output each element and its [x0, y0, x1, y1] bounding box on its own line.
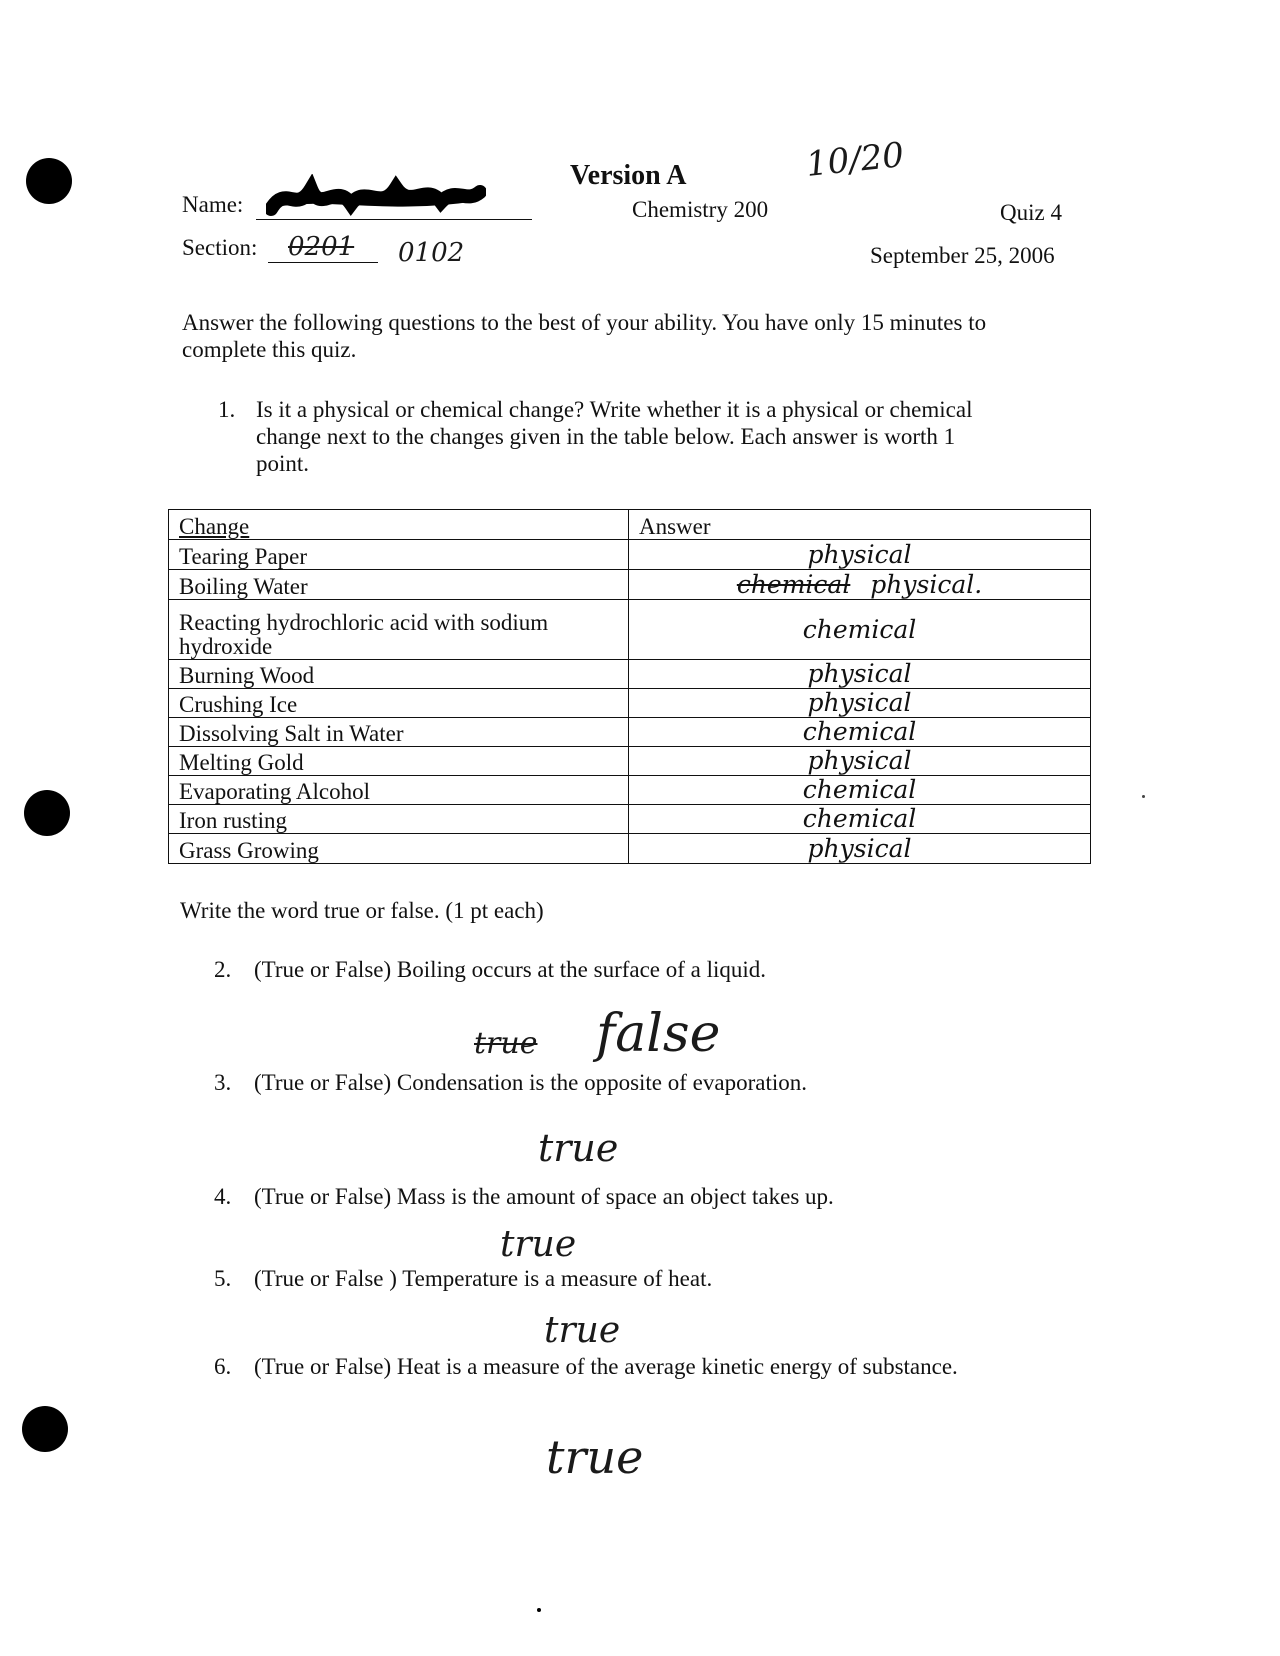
answer-cell: [629, 570, 1091, 600]
change-cell: Iron rusting: [169, 805, 629, 834]
section-struck-value: 0201: [288, 232, 355, 262]
change-cell: Crushing Ice: [169, 689, 629, 718]
course-name: Chemistry 200: [632, 197, 769, 222]
question-6: [214, 1354, 958, 1380]
answer-cell: physical: [629, 689, 1091, 718]
table-row: [169, 660, 1091, 689]
table-row: [169, 747, 1091, 776]
question-2-struck-answer: true: [474, 1026, 538, 1061]
question-text: (True or False) Heat is a measure of the average kinetic energy of substance.: [254, 1354, 958, 1379]
table-row: [169, 600, 1091, 660]
table-row: [169, 834, 1091, 864]
question-number: 5.: [214, 1266, 232, 1291]
question-4: [214, 1184, 834, 1210]
change-cell: Evaporating Alcohol: [169, 776, 629, 805]
answer-cell: physical: [629, 834, 1091, 864]
question-number: 4.: [214, 1184, 232, 1209]
question-text: (True or False) Mass is the amount of space an object takes up.: [254, 1184, 834, 1209]
true-false-instruction: Write the word true or false. (1 pt each): [180, 898, 544, 923]
column-header-change: Change: [169, 510, 629, 540]
question-1-line-2: change next to the changes given in the table below. Each answer is worth 1: [256, 424, 956, 449]
table-row: [169, 805, 1091, 834]
question-1-line-3: point.: [256, 451, 310, 476]
change-cell: Dissolving Salt in Water: [169, 718, 629, 747]
binder-hole-middle: [24, 790, 70, 836]
section-underline: [268, 262, 378, 263]
question-text: (True or False) Boiling occurs at the surface of a liquid.: [254, 957, 767, 982]
column-header-answer: Answer: [629, 510, 1091, 540]
stray-dot: [537, 1608, 541, 1612]
answer-corrected: physical.: [870, 569, 983, 599]
table-row: [169, 570, 1091, 600]
question-1-line-1: Is it a physical or chemical change? Write whether it is a physical or chemical: [256, 397, 973, 422]
change-cell: Melting Gold: [169, 747, 629, 776]
table-header-row: [169, 510, 1091, 540]
section-value: 0102: [398, 238, 465, 268]
section-label: Section:: [182, 235, 258, 260]
stray-dot: [1142, 795, 1145, 798]
changes-table: [168, 509, 1091, 864]
question-2-answer: false: [596, 1004, 721, 1064]
question-text: (True or False) Condensation is the opposite of evaporation.: [254, 1070, 807, 1095]
answer-cell: physical: [629, 540, 1091, 570]
name-label: Name:: [182, 192, 244, 217]
answer-cell: chemical: [629, 600, 1091, 660]
instructions-line-1: Answer the following questions to the best of your ability. You have only 15 minutes to: [182, 310, 987, 335]
question-number: 2.: [214, 957, 232, 982]
version-title: Version A: [570, 160, 687, 191]
binder-hole-top: [26, 158, 72, 204]
quiz-date: September 25, 2006: [870, 243, 1055, 268]
change-cell: Reacting hydrochloric acid with sodium hydroxide: [169, 600, 629, 660]
change-cell: Burning Wood: [169, 660, 629, 689]
table-row: [169, 689, 1091, 718]
change-cell: Boiling Water: [169, 570, 629, 600]
question-5: [214, 1266, 712, 1292]
answer-cell: chemical: [629, 776, 1091, 805]
answer-struck: chemical: [736, 569, 851, 599]
table-row: [169, 776, 1091, 805]
question-3-answer: true: [538, 1126, 619, 1170]
question-number: 3.: [214, 1070, 232, 1095]
redacted-name-scribble: [266, 174, 486, 224]
question-6-answer: true: [546, 1430, 644, 1484]
change-cell: Tearing Paper: [169, 540, 629, 570]
table-row: [169, 718, 1091, 747]
question-2: [214, 957, 766, 983]
table-row: [169, 540, 1091, 570]
instructions-line-2: complete this quiz.: [182, 337, 357, 362]
question-text: (True or False ) Temperature is a measure of heat.: [254, 1266, 713, 1291]
question-4-answer: true: [500, 1224, 577, 1265]
answer-cell: chemical: [629, 805, 1091, 834]
quiz-number: Quiz 4: [1000, 200, 1062, 225]
question-1-number: 1.: [218, 397, 236, 422]
question-5-answer: true: [544, 1310, 621, 1351]
answer-cell: physical: [629, 660, 1091, 689]
question-number: 6.: [214, 1354, 232, 1379]
answer-cell: physical: [629, 747, 1091, 776]
answer-cell: chemical: [629, 718, 1091, 747]
binder-hole-bottom: [22, 1406, 68, 1452]
score: 10/20: [804, 134, 906, 186]
question-3: [214, 1070, 807, 1096]
change-cell: Grass Growing: [169, 834, 629, 864]
